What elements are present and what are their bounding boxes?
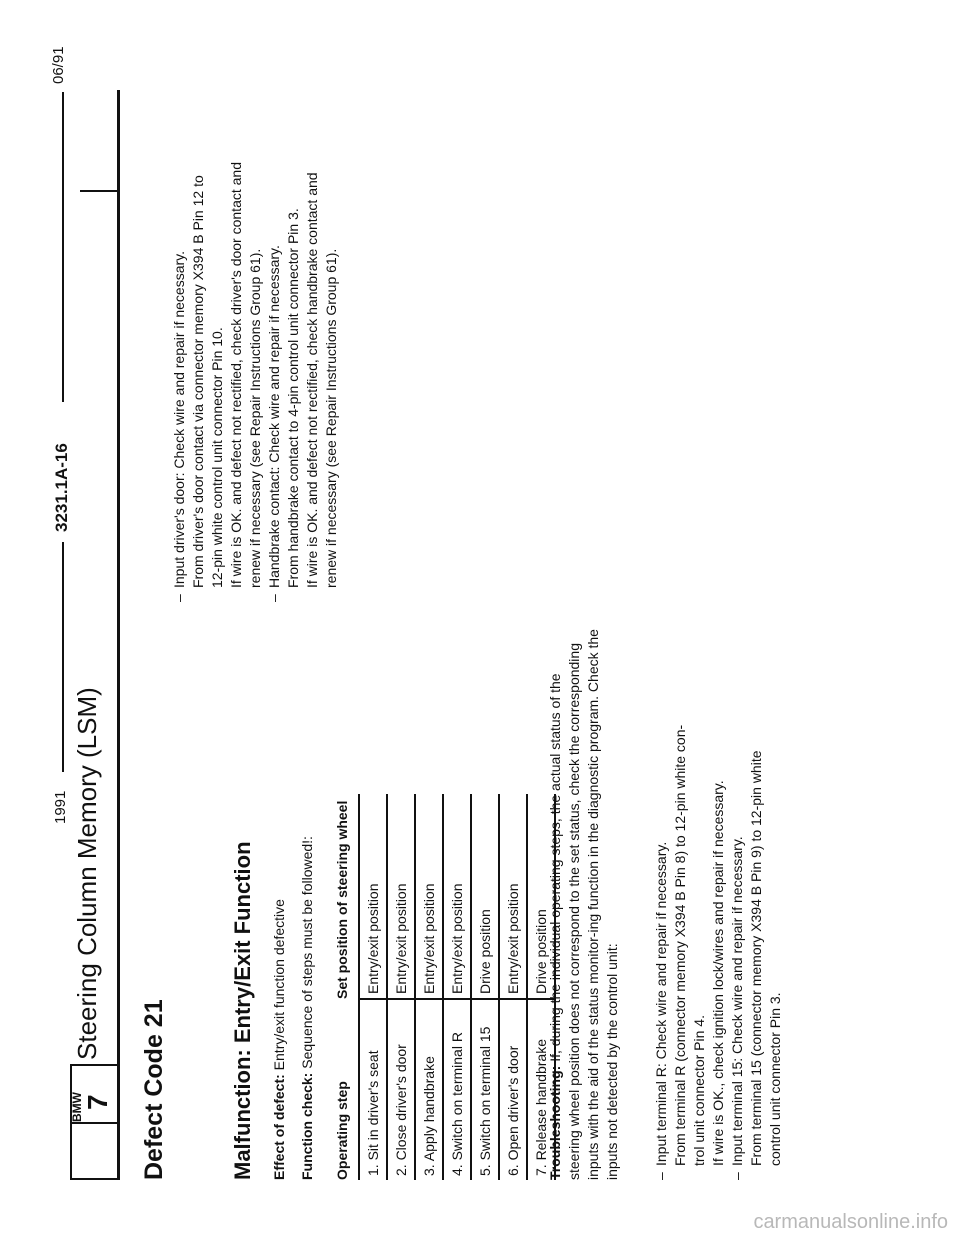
header-rule-2 [62, 542, 64, 772]
list-item-line: From terminal R (connector memory X394 B Pin 8) to 12-pin white con- [672, 724, 688, 1166]
table-cell-position: Entry/exit position [415, 794, 443, 999]
list-item [265, 162, 341, 602]
malfunction-title: Malfunction: Entry/Exit Function [230, 841, 255, 1180]
list-item-line: trol unit connector Pin 4. [691, 1015, 707, 1166]
list-item-line: If wire is OK. and defect not rectified, check driver's door contact and [228, 162, 244, 588]
list-item-line: 12-pin white control unit connector Pin 10. [209, 327, 225, 588]
effect-label: Effect of defect: [271, 1074, 287, 1180]
table-cell-step: 4. Switch on terminal R [443, 999, 471, 1180]
input-check-list-left [652, 725, 785, 1180]
header-rule-1 [62, 92, 64, 402]
fcheck-text: Sequence of steps must be followed!: [299, 836, 315, 1069]
table-cell-step: 6. Open driver's door [499, 999, 527, 1180]
table-cell-step: 3. Apply handbrake [415, 999, 443, 1180]
list-item-line: If wire is OK., check ignition lock/wires and repair if necessary. [710, 780, 726, 1166]
steps-table [330, 794, 556, 1180]
table-cell-position: Drive position [527, 794, 555, 999]
brand-label: BMW [70, 1092, 84, 1122]
list-item-head: – Handbrake contact: Check wire and repair if necessary. [266, 245, 282, 588]
table-cell-step: 5. Switch on terminal 15 [471, 999, 499, 1180]
fcheck-label: Function check: [299, 1072, 315, 1180]
list-item-head: – Input driver's door: Check wire and repair if necessary. [171, 250, 187, 588]
header-date: 06/91 [50, 46, 67, 84]
table-row [499, 794, 527, 1180]
section-rule [117, 90, 120, 1180]
header-doc-number: 3231.1A-16 [52, 443, 71, 532]
troubleshooting-text: If, during the individual operating steps, the actual status of the steering wheel position does not correspond to the set status, check the corresponding inputs with the aid of the status monitor-ing function in the diagnostic program. Check the inputs not detected by the control unit: [547, 629, 620, 1180]
table-header-position: Set position of steering wheel [330, 794, 359, 999]
table-cell-step: 1. Sit in driver's seat [359, 999, 387, 1180]
table-cell-position: Drive position [471, 794, 499, 999]
list-item [728, 725, 785, 1180]
table-header-row [330, 794, 359, 1180]
table-cell-position: Entry/exit position [359, 794, 387, 999]
effect-of-defect [270, 899, 289, 1180]
troubleshooting-paragraph [546, 620, 622, 1180]
section-title: Steering Column Memory (LSM) [72, 687, 102, 1060]
defect-title: Defect Code 21 [140, 999, 168, 1180]
list-item-line: control unit connector Pin 3. [767, 992, 783, 1166]
list-item [170, 162, 265, 602]
brand-box [70, 1064, 120, 1180]
table-header-step: Operating step [330, 999, 359, 1180]
effect-text: Entry/exit function defective [271, 899, 287, 1071]
table-cell-step: 7. Release handbrake [527, 999, 555, 1180]
table-row [443, 794, 471, 1180]
function-check [298, 836, 317, 1180]
table-row [471, 794, 499, 1180]
table-cell-step: 2. Close driver's door [387, 999, 415, 1180]
list-item-line: renew if necessary (see Repair Instructions Group 61). [323, 248, 339, 588]
list-item-line: From driver's door contact via connector memory X394 B Pin 12 to [190, 175, 206, 588]
watermark: carmanualsonline.info [753, 1211, 948, 1233]
header-year: 1991 [52, 790, 69, 824]
list-item [652, 725, 728, 1180]
troubleshooting-label: Troubleshooting: [547, 1065, 563, 1180]
input-check-list-right [170, 162, 341, 602]
list-item-head: – Input terminal 15: Check wire and repair if necessary. [729, 836, 745, 1166]
section-rule-vertical [80, 190, 120, 192]
table-cell-position: Entry/exit position [499, 794, 527, 999]
list-item-line: renew if necessary (see Repair Instructions Group 61). [247, 248, 263, 588]
list-item-line: If wire is OK. and defect not rectified, check handbrake contact and [304, 172, 320, 588]
table-row [415, 794, 443, 1180]
table-cell-position: Entry/exit position [387, 794, 415, 999]
brand-box-divider [72, 1122, 118, 1124]
list-item-head: – Input terminal R: Check wire and repair if necessary. [653, 841, 669, 1166]
brand-number: 7 [82, 1094, 113, 1110]
list-item-line: From handbrake contact to 4-pin control unit connector Pin 3. [285, 208, 301, 588]
list-item-line: From terminal 15 (connector memory X394 B Pin 9) to 12-pin white [748, 750, 764, 1166]
table-row [359, 794, 387, 1180]
table-cell-position: Entry/exit position [443, 794, 471, 999]
table-row [387, 794, 415, 1180]
